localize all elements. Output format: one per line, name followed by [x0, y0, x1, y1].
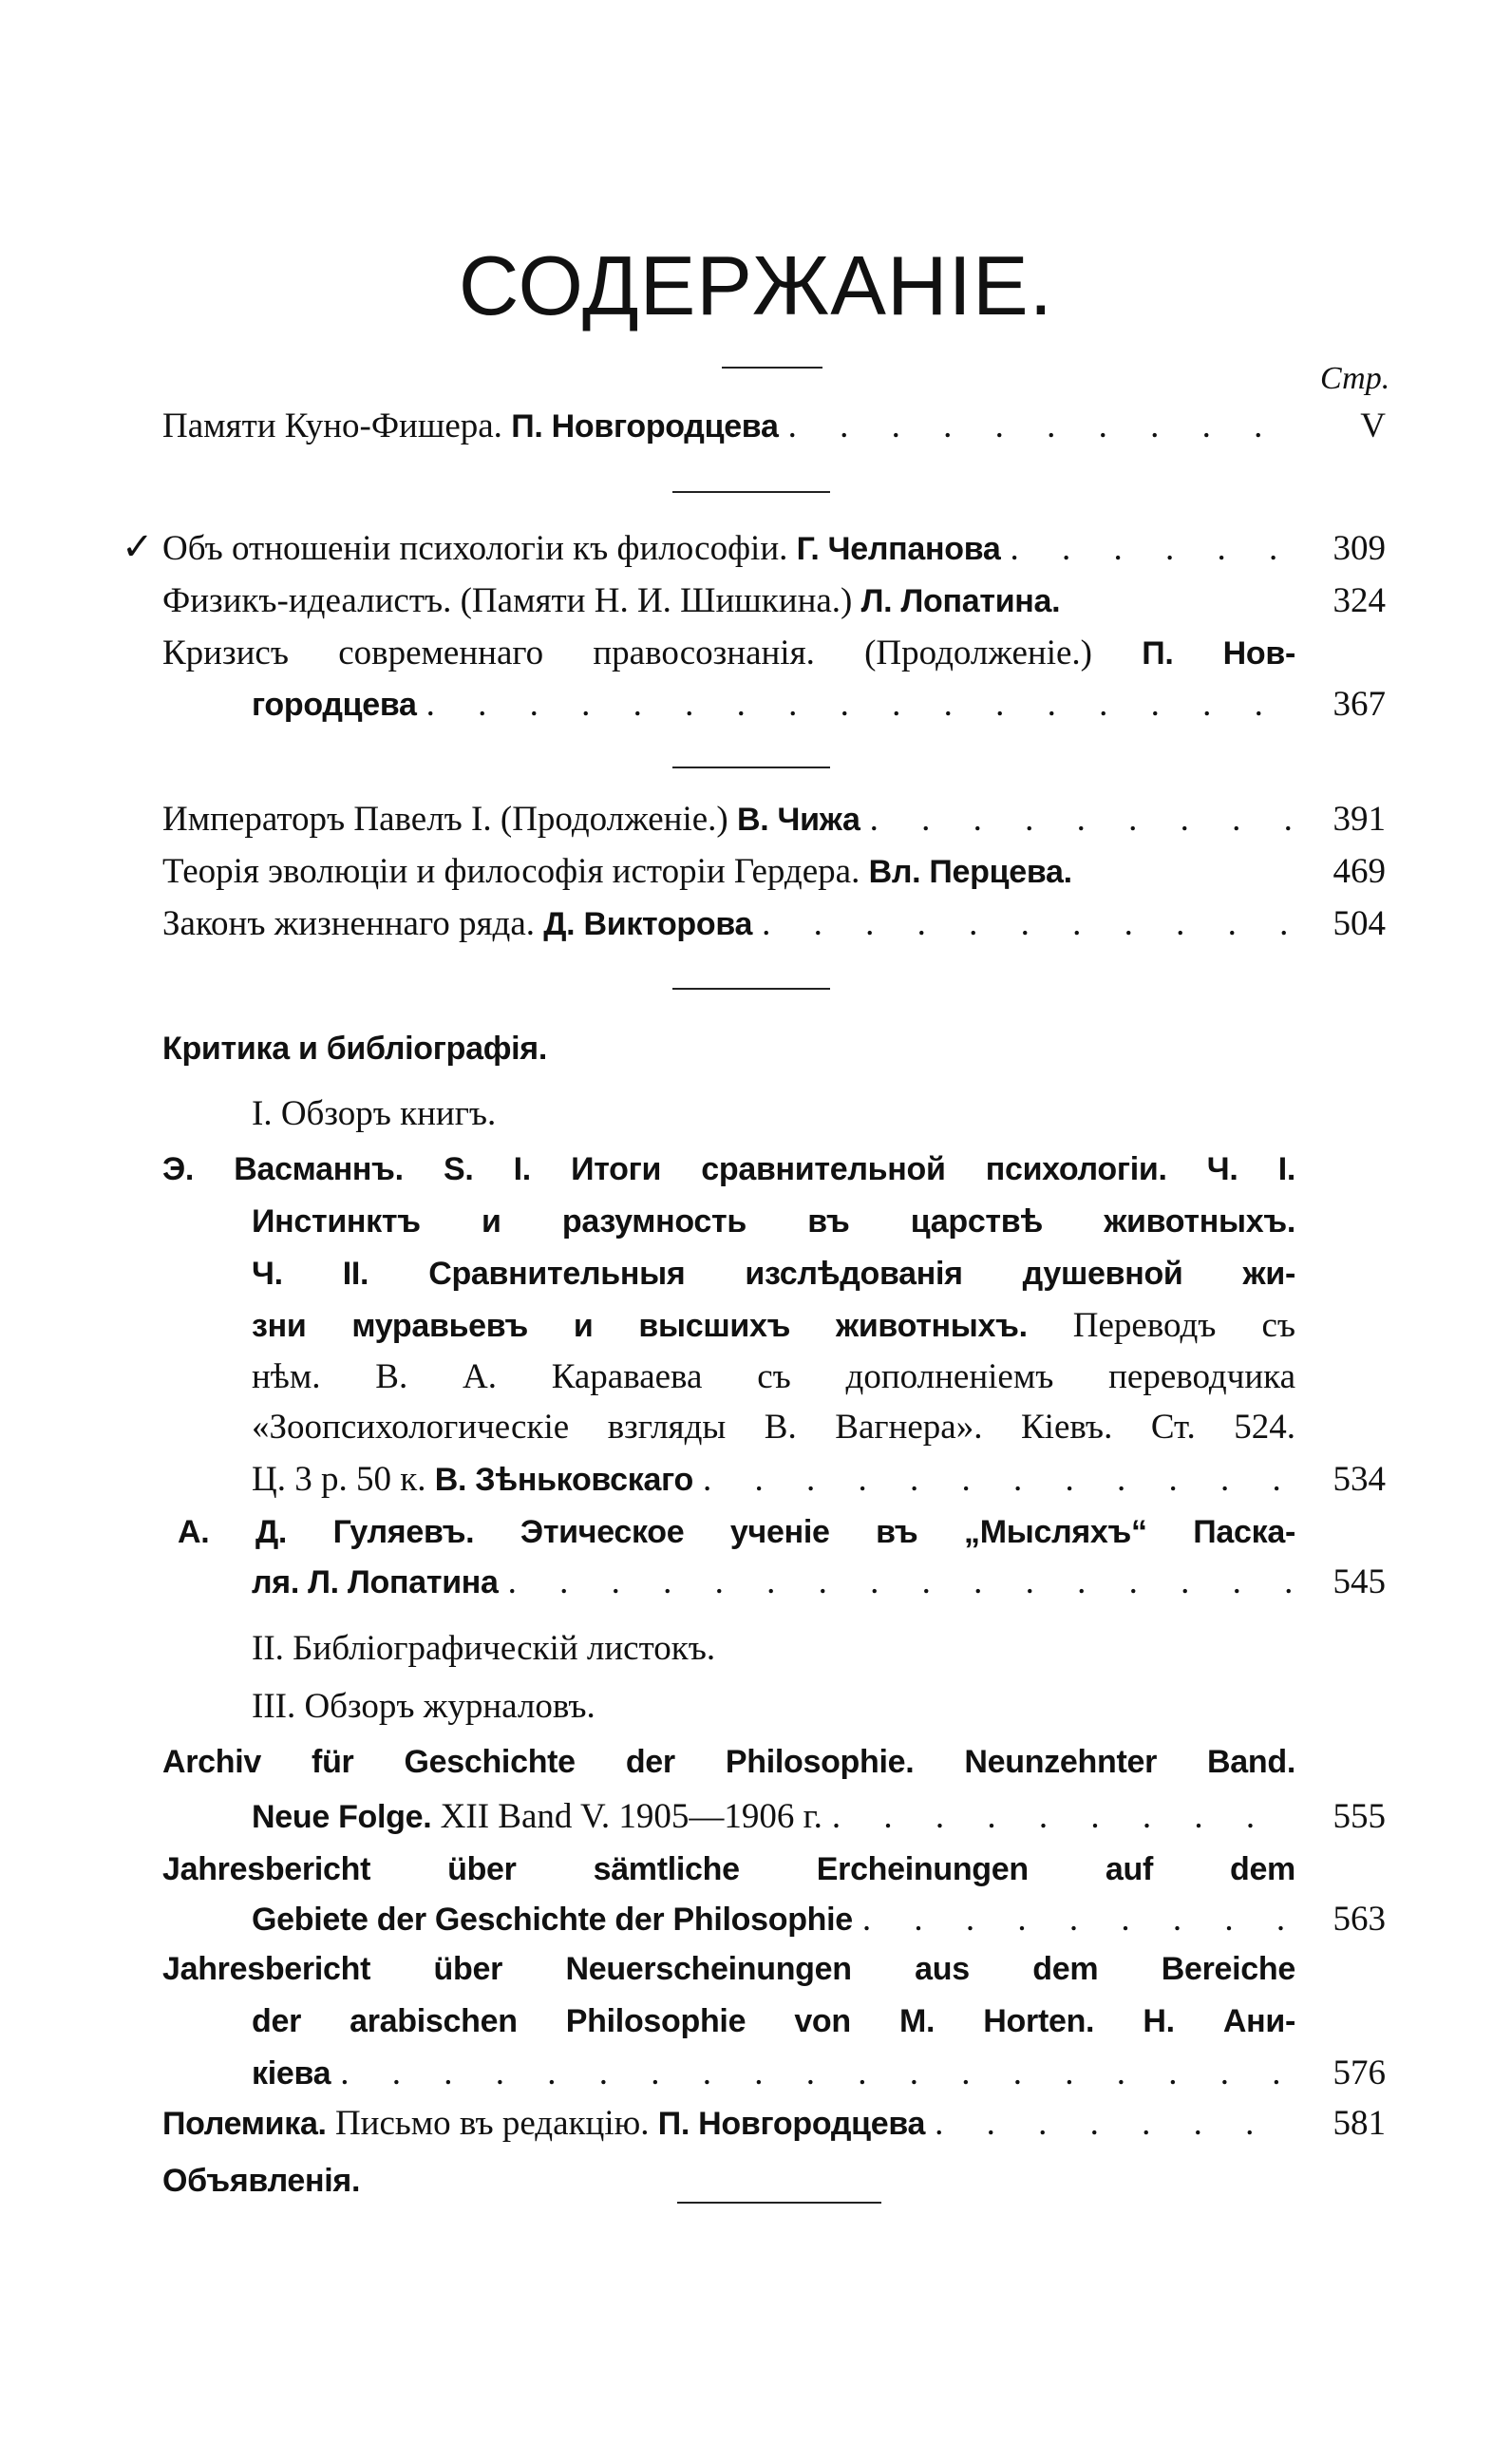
page-number: 391: [1332, 800, 1386, 839]
author-or-heading-text: П. Нов-: [1142, 635, 1295, 672]
entry-text: XII Band V. 1905—1906 г.: [431, 1797, 822, 1836]
dot-leader: [862, 1897, 1295, 1942]
toc-line: [252, 1199, 1295, 1244]
entry-text: II. Библіографическій листокъ.: [252, 1629, 716, 1668]
dot-leader: [788, 404, 1295, 449]
author-or-heading-text: Archiv für Geschichte der Philosophie. Neunzehnter Band.: [162, 1744, 1295, 1780]
author-or-heading-text: зни муравьевъ и высшихъ животныхъ.: [252, 1308, 1028, 1344]
toc-line: [252, 1251, 1295, 1297]
toc-line: [252, 1897, 1295, 1942]
toc-line: [252, 1998, 1295, 2044]
entry-text: Переводъ съ: [1027, 1306, 1295, 1345]
toc-line: [252, 1354, 1295, 1400]
toc-line: [162, 1739, 1295, 1785]
divider: [672, 491, 830, 493]
toc-line: [178, 1509, 1295, 1555]
dot-leader: [935, 2101, 1295, 2147]
toc-line: [162, 2158, 1295, 2204]
dot-leader: [762, 901, 1295, 947]
divider: [672, 988, 830, 990]
check-mark-icon: ✓: [122, 525, 154, 568]
author-or-heading-text: ля. Л. Лопатина: [252, 1564, 499, 1600]
toc-line: [162, 901, 1295, 947]
toc-line: [162, 631, 1295, 676]
page-number: 576: [1332, 2054, 1386, 2092]
author-or-heading-text: Инстинктъ и разумность въ царствѣ животныхъ.: [252, 1203, 1295, 1240]
entry-text: III. Обзоръ журналовъ.: [252, 1687, 595, 1726]
toc-line: [252, 1794, 1295, 1840]
dot-leader: [870, 797, 1295, 842]
dot-leader: [508, 1560, 1295, 1605]
toc-line: [162, 2101, 1295, 2147]
toc-line: [252, 1457, 1295, 1503]
author-or-heading-text: П. Новгородцева: [657, 2106, 926, 2142]
page-number: 545: [1332, 1562, 1386, 1601]
author-or-heading-text: Gebiete der Geschichte der Philosophie: [252, 1902, 853, 1938]
toc-line: [162, 404, 1295, 449]
entry-text: I. Обзоръ книгъ.: [252, 1094, 497, 1133]
toc-line: [162, 1846, 1295, 1892]
entry-text: Теорія эволюціи и философія исторіи Гердера.: [162, 852, 869, 891]
author-or-heading-text: В. Чижа: [736, 802, 860, 838]
dot-leader: [340, 2051, 1295, 2096]
entry-text: Объ отношеніи психологіи къ философіи.: [162, 529, 797, 568]
author-or-heading-text: Jahresbericht über sämtliche Ercheinungen auf dem: [162, 1851, 1295, 1887]
toc-line: [162, 1026, 1295, 1071]
toc-line: [162, 526, 1295, 572]
entry-text: Физикъ-идеалистъ. (Памяти Н. И. Шишкина.): [162, 581, 861, 620]
toc-line: [162, 1146, 1295, 1192]
toc-line: [252, 2051, 1295, 2096]
divider: [672, 767, 830, 768]
page-number: 555: [1332, 1797, 1386, 1836]
author-or-heading-text: Ч. II. Сравнительныя изслѣдованія душевной жи-: [252, 1256, 1295, 1292]
author-or-heading-text: Neue Folge.: [252, 1799, 432, 1835]
dot-leader: [1010, 526, 1295, 572]
page-number: V: [1360, 407, 1386, 445]
author-or-heading-text: Объявленія.: [162, 2163, 361, 2199]
entry-text: нѣм. В. А. Караваева съ дополненіемъ переводчика: [252, 1357, 1295, 1396]
page-number: 309: [1332, 529, 1386, 568]
page-column-label: Стр.: [1320, 361, 1390, 396]
author-or-heading-text: А. Д. Гуляевъ. Этическое ученіе въ „Мысляхъ“ Паска-: [178, 1514, 1295, 1550]
dot-leader: [426, 682, 1295, 728]
toc-line: [162, 797, 1295, 842]
toc-line: [162, 849, 1295, 895]
dot-leader: [832, 1794, 1295, 1840]
page-number: 563: [1332, 1900, 1386, 1939]
page-number: 534: [1332, 1460, 1386, 1499]
page-number: 367: [1332, 685, 1386, 724]
toc-line: [252, 1303, 1295, 1349]
page-number: 504: [1332, 904, 1386, 943]
toc-line: [252, 1091, 1295, 1137]
author-or-heading-text: Э. Васманнъ. S. I. Итоги сравнительной психологіи. Ч. I.: [162, 1151, 1295, 1187]
entry-text: Императоръ Павелъ I. (Продолженіе.): [162, 800, 737, 839]
entry-text: Законъ жизненнаго ряда.: [162, 904, 544, 943]
page-number: 324: [1332, 581, 1386, 620]
toc-line: [252, 1626, 1295, 1672]
entry-text: Памяти Куно-Фишера.: [162, 407, 512, 445]
toc-line: [162, 1946, 1295, 1992]
toc-line: [252, 1560, 1295, 1605]
entry-text: Письмо въ редакцію.: [326, 2104, 658, 2143]
entry-text: Кризисъ современнаго правосознанія. (Продолженіе.): [162, 634, 1143, 672]
author-or-heading-text: кіева: [252, 2055, 331, 2092]
author-or-heading-text: Полемика.: [162, 2106, 327, 2142]
toc-line: [252, 682, 1295, 728]
author-or-heading-text: Вл. Перцева.: [868, 854, 1072, 890]
author-or-heading-text: В. Зѣньковскаго: [434, 1462, 693, 1498]
author-or-heading-text: Л. Лопатина.: [860, 583, 1061, 619]
author-or-heading-text: Критика и библіографія.: [162, 1031, 547, 1067]
author-or-heading-text: Д. Викторова: [543, 906, 753, 942]
divider: [722, 367, 822, 369]
author-or-heading-text: городцева: [252, 687, 417, 723]
author-or-heading-text: Г. Челпанова: [796, 531, 1001, 567]
entry-text: Ц. 3 р. 50 к.: [252, 1460, 435, 1499]
entry-text: «Зоопсихологическіе взгляды В. Вагнера». Кіевъ. Ст. 524.: [252, 1408, 1295, 1447]
author-or-heading-text: П. Новгородцева: [511, 408, 779, 445]
page-number: 581: [1332, 2104, 1386, 2143]
author-or-heading-text: der arabischen Philosophie von M. Horten. H. Ани-: [252, 2003, 1295, 2039]
dot-leader: [703, 1457, 1295, 1503]
toc-line: [252, 1684, 1295, 1730]
toc-line: [162, 578, 1295, 624]
page-title: СОДЕРЖАНІЕ.: [458, 238, 1054, 332]
toc-line: [252, 1405, 1295, 1450]
page-number: 469: [1332, 852, 1386, 891]
author-or-heading-text: Jahresbericht über Neuerscheinungen aus dem Bereiche: [162, 1951, 1295, 1987]
